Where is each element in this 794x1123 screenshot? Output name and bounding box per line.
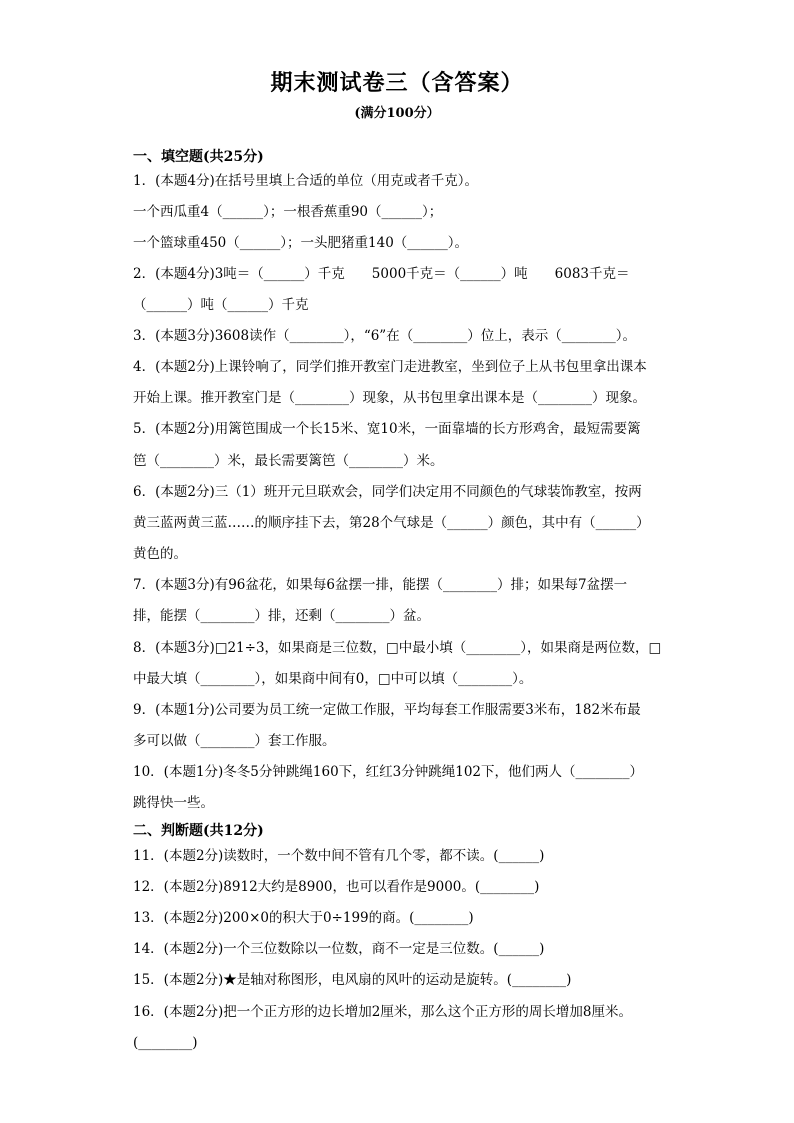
question-12: 12．(本题2分)8912大约是8900，也可以看作是9000。(________) xyxy=(133,879,540,895)
question-5-line-2: 笆（________）米，最长需要篱笆（________）米。 xyxy=(133,453,444,469)
question-2-line-2: （______）吨（______）千克 xyxy=(133,297,309,313)
question-4-line-2: 开始上课。推开教室门是（________）现象，从书包里拿出课本是（________）现象。 xyxy=(133,390,646,406)
question-9-line-2: 多可以做（________）套工作服。 xyxy=(133,733,336,749)
question-14: 14．(本题2分)一个三位数除以一位数，商不一定是三位数。(______) xyxy=(133,941,545,957)
question-4: 4．(本题2分)上课铃响了，同学们推开教室门走进教室，坐到位子上从书包里拿出课本 xyxy=(133,359,647,375)
question-10-line-2: 跳得快一些。 xyxy=(133,795,214,811)
section-heading-fill-blank: 一、填空题(共25分) xyxy=(133,149,264,165)
question-7-line-2: 排，能摆（________）排，还剩（________）盆。 xyxy=(133,608,430,624)
page-subtitle: (满分100分） xyxy=(354,106,440,121)
question-16-line-2: (________) xyxy=(133,1035,198,1051)
question-7: 7．(本题3分)有96盆花，如果每6盆摆一排，能摆（________）排；如果每7盆摆一 xyxy=(133,577,628,593)
question-10: 10．(本题1分)冬冬5分钟跳绳160下，红红3分钟跳绳102下，他们两人（________） xyxy=(133,764,644,780)
section-heading-true-false: 二、判断题(共12分) xyxy=(133,823,264,839)
question-13: 13．(本题2分)200×0的积大于0÷199的商。(________) xyxy=(133,910,474,926)
question-6-line-2: 黄三蓝两黄三蓝……的顺序挂下去，第28个气球是（______）颜色，其中有（______） xyxy=(133,515,650,531)
question-1: 1．(本题4分)在括号里填上合适的单位（用克或者千克）。 xyxy=(133,173,478,189)
question-11: 11．(本题2分)读数时，一个数中间不管有几个零，都不读。(______) xyxy=(133,848,545,864)
question-8-line-2: 中最大填（________），如果商中间有0，□中可以填（________）。 xyxy=(133,671,533,687)
question-8: 8．(本题3分)□21÷3，如果商是三位数，□中最小填（________），如果商是两位数，□ xyxy=(133,640,662,656)
question-6: 6．(本题2分)三（1）班开元旦联欢会，同学们决定用不同颜色的气球装饰教室，按两 xyxy=(133,484,642,500)
question-16: 16．(本题2分)把一个正方形的边长增加2厘米，那么这个正方形的周长增加8厘米。 xyxy=(133,1004,632,1020)
question-1-line-2: 一个西瓜重4（______）；一根香蕉重90（______）； xyxy=(133,204,443,220)
question-1-line-3: 一个篮球重450（______）；一头肥猪重140（______）。 xyxy=(133,235,469,251)
question-3: 3．(本题3分)3608读作（________），“6”在（________）位上，表示（________）。 xyxy=(133,328,636,344)
question-5: 5．(本题2分)用篱笆围成一个长15米、宽10米，一面靠墙的长方形鸡舍，最短需要篱 xyxy=(133,421,641,437)
page-title: 期末测试卷三（含答案） xyxy=(270,70,524,96)
question-2: 2．(本题4分)3吨＝（______）千克 5000千克＝（______）吨 6083千克＝ xyxy=(133,266,630,282)
question-6-line-3: 黄色的。 xyxy=(133,546,187,562)
question-15: 15．(本题2分)★是轴对称图形，电风扇的风叶的运动是旋转。(________) xyxy=(133,972,572,988)
question-9: 9．(本题1分)公司要为员工统一定做工作服，平均每套工作服需要3米布，182米布最 xyxy=(133,702,641,718)
